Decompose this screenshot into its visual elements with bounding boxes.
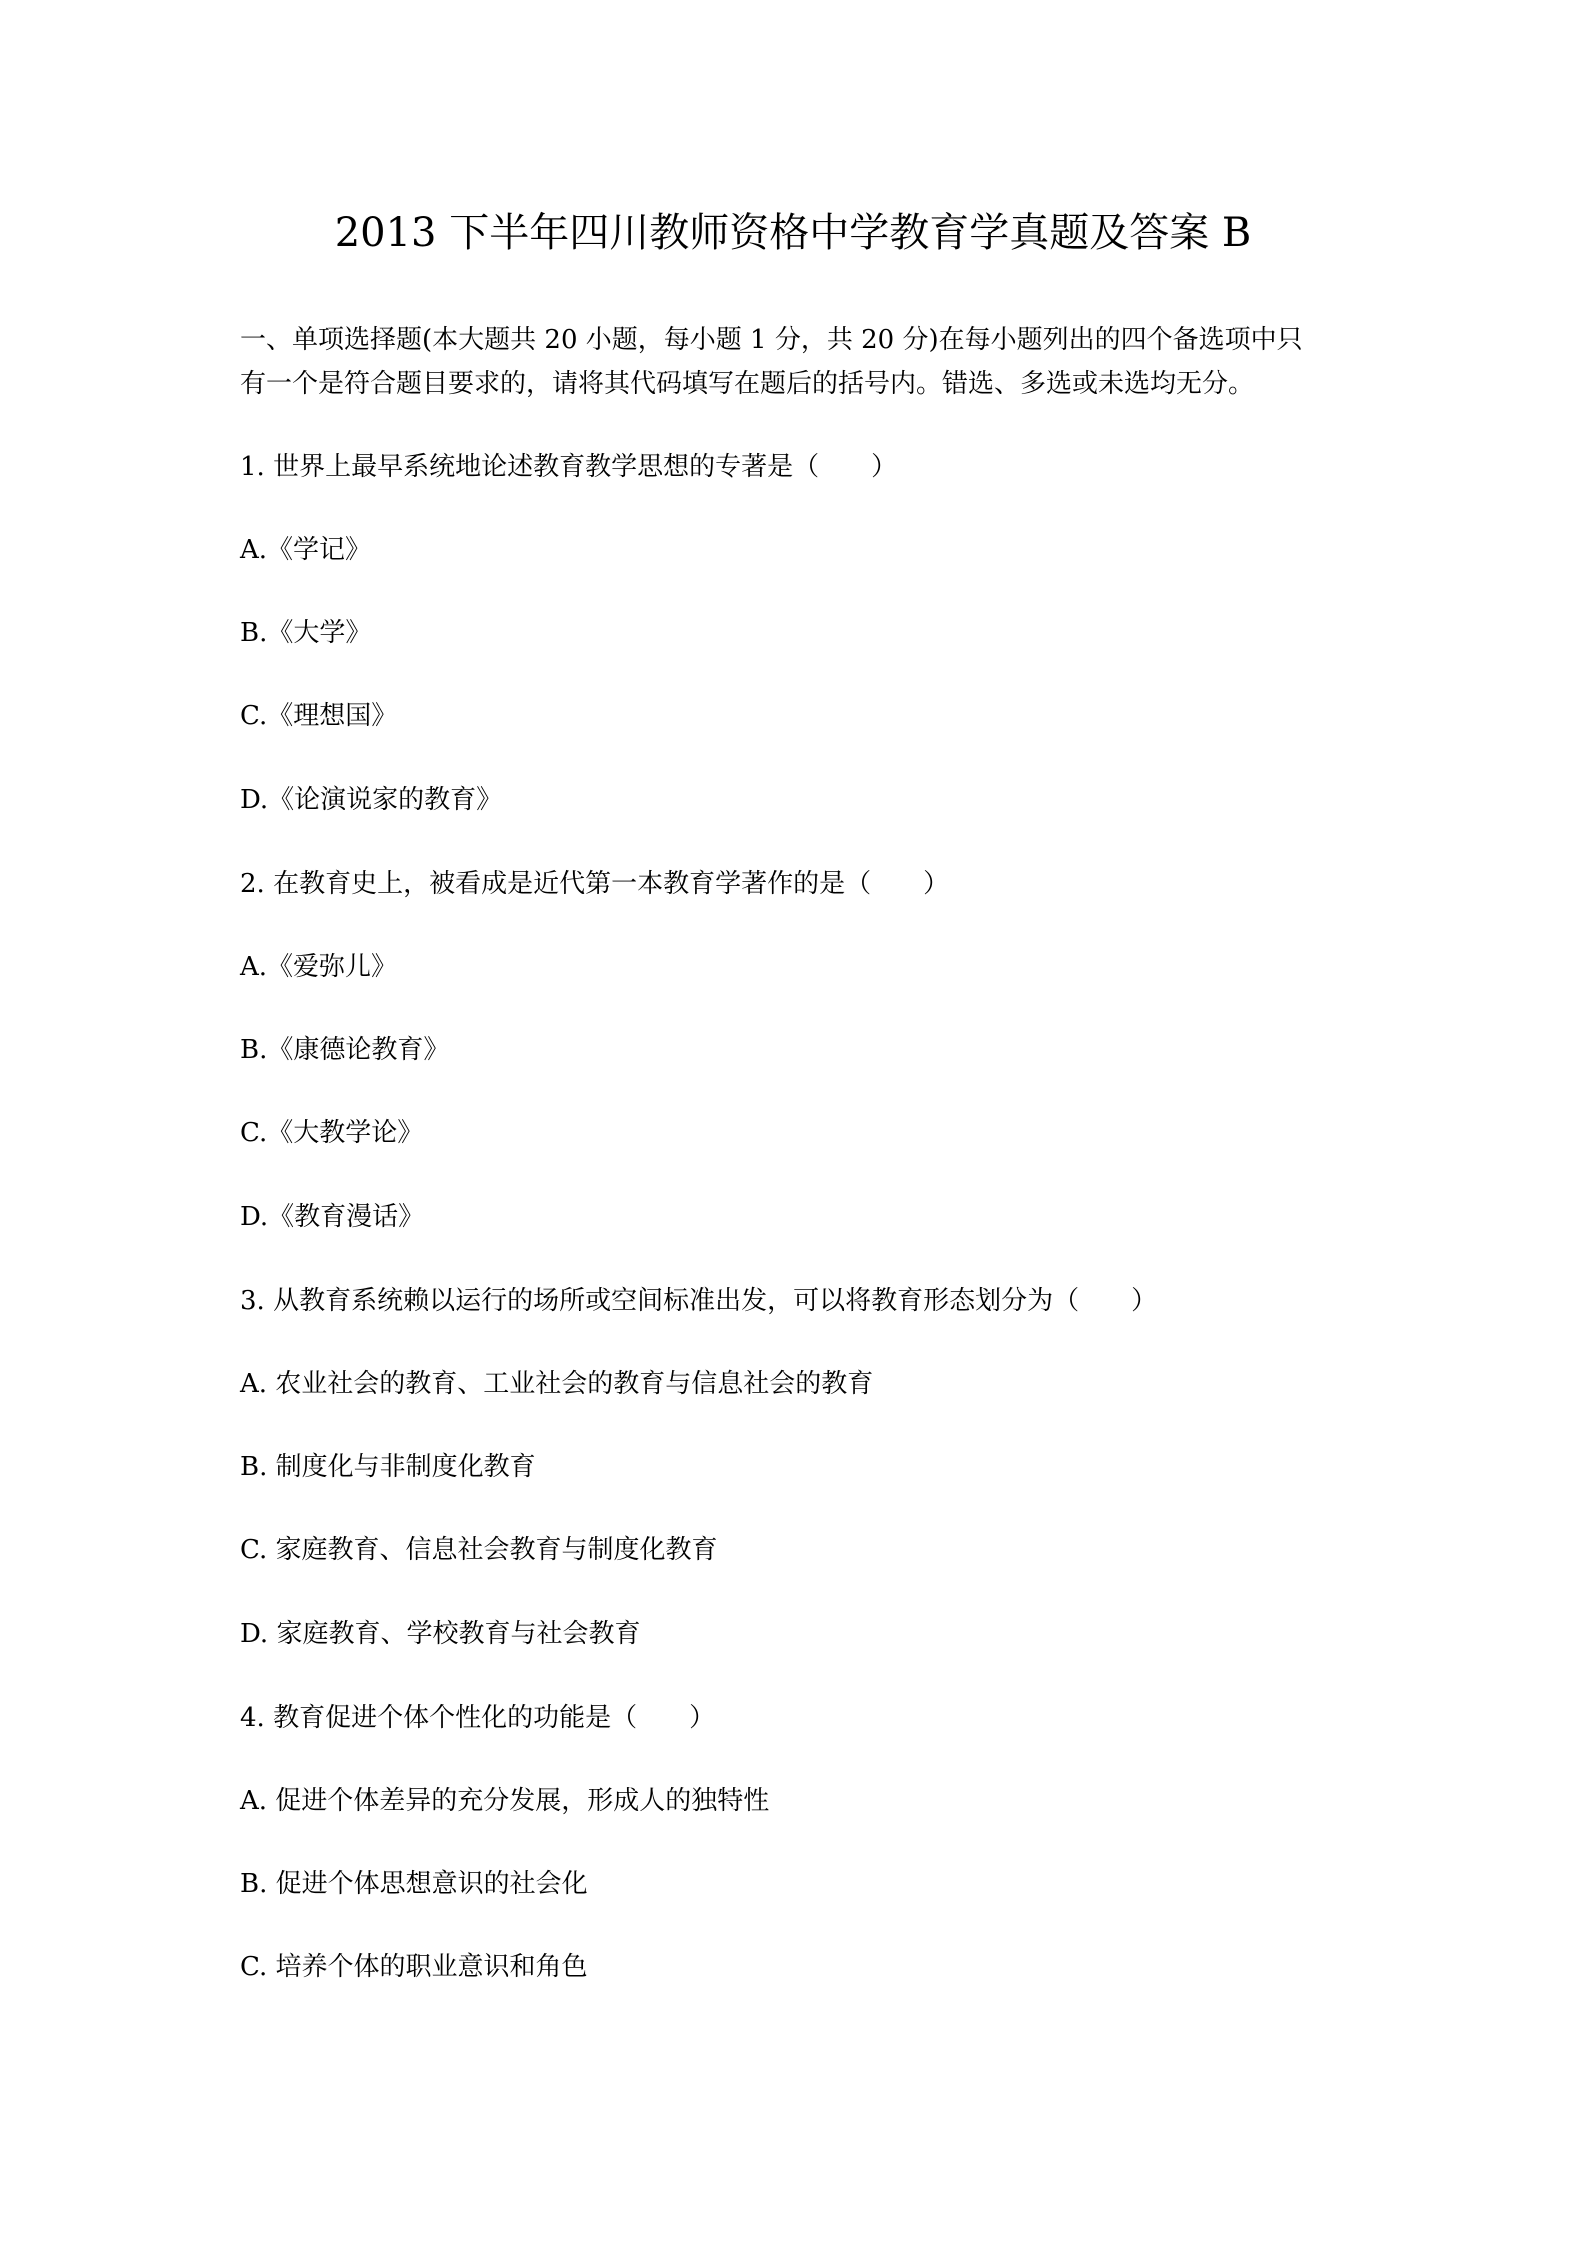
section-instructions-line-1: 一、单项选择题(本大题共 20 小题，每小题 1 分，共 20 分)在每小题列出的四个备选项中只: [240, 325, 1303, 355]
section-instructions-line-2: 有一个是符合题目要求的，请将其代码填写在题后的括号内。错选、多选或未选均无分。: [240, 369, 1255, 399]
question-3-option-b: B. 制度化与非制度化教育: [240, 1452, 536, 1482]
question-1-option-b: B.《大学》: [240, 618, 372, 648]
question-2-stem: 2. 在教育史上，被看成是近代第一本教育学著作的是（ ）: [240, 869, 950, 899]
page-title: 2013 下半年四川教师资格中学教育学真题及答案 B: [334, 210, 1252, 256]
question-2-option-b: B.《康德论教育》: [240, 1035, 450, 1065]
question-1-option-a: A.《学记》: [240, 535, 372, 565]
question-1-option-d: D.《论演说家的教育》: [240, 785, 503, 815]
question-4-option-c: C. 培养个体的职业意识和角色: [240, 1952, 588, 1982]
question-4-option-b: B. 促进个体思想意识的社会化: [240, 1869, 588, 1899]
question-3-option-a: A. 农业社会的教育、工业社会的教育与信息社会的教育: [240, 1369, 874, 1399]
question-1-option-c: C.《理想国》: [240, 701, 398, 731]
question-3-option-c: C. 家庭教育、信息社会教育与制度化教育: [240, 1535, 718, 1565]
question-2-option-a: A.《爱弥儿》: [240, 952, 398, 982]
question-3-option-d: D. 家庭教育、学校教育与社会教育: [240, 1619, 641, 1649]
question-2-option-d: D.《教育漫话》: [240, 1202, 425, 1232]
question-4-stem: 4. 教育促进个体个性化的功能是（ ）: [240, 1703, 716, 1733]
question-1-stem: 1. 世界上最早系统地论述教育教学思想的专著是（ ）: [240, 452, 898, 482]
question-3-stem: 3. 从教育系统赖以运行的场所或空间标准出发，可以将教育形态划分为（ ）: [240, 1286, 1158, 1316]
question-2-option-c: C.《大教学论》: [240, 1118, 424, 1148]
question-4-option-a: A. 促进个体差异的充分发展，形成人的独特性: [240, 1786, 770, 1816]
